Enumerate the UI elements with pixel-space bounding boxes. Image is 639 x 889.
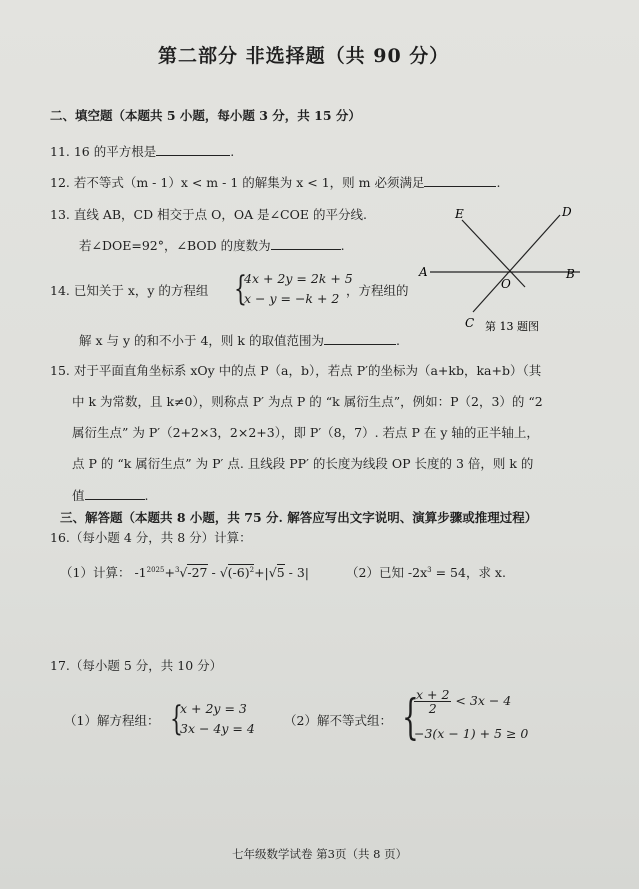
- question-12: [50, 174, 500, 191]
- question-11: [50, 143, 234, 160]
- q17-ineq-1-rhs: < 3x − 4: [455, 693, 512, 708]
- q16-part2-end: = 54，求 x.: [431, 565, 506, 581]
- question-15-line1: 15. 对于平面直角坐标系 xOy 中的点 P（a，b），若点 P′的坐标为（a+kb，ka+b）（其: [50, 363, 542, 378]
- q16-part2-exponent: 3: [427, 566, 432, 574]
- question-15-line2: 中 k 为常数，且 k≠0），则称点 P′ 为点 P 的 “k 属衍生点”，例如：P（2，3）的 “2: [72, 394, 543, 409]
- q16-term-a: -1: [134, 565, 147, 581]
- question-16-part1: [60, 562, 309, 581]
- question-14-pre: 14. 已知关于 x，y 的方程组: [50, 283, 209, 298]
- q17-ineq-1: [414, 688, 511, 715]
- question-16-part2: [346, 562, 506, 581]
- sqrt-icon-2: √: [268, 565, 277, 581]
- question-17-system: [170, 699, 280, 739]
- point-e-label: E: [455, 207, 464, 221]
- answer-blank-13[interactable]: [271, 237, 341, 250]
- q16-exponent: 2025: [146, 566, 165, 574]
- fraction: [414, 688, 451, 715]
- point-a-label: A: [419, 265, 428, 279]
- question-13-line1: 13. 直线 AB，CD 相交于点 O，OA 是∠COE 的平分线.: [50, 207, 367, 222]
- question-15-end: .: [144, 488, 149, 503]
- line-cd: [473, 215, 560, 312]
- q16-minus: -: [207, 565, 220, 581]
- q14-equation-1: 4x + 2y = 2k + 5: [244, 271, 353, 286]
- q16-cbrt-index: 3: [174, 566, 180, 574]
- q16-plus: +: [164, 565, 175, 581]
- brace-icon-2: {: [170, 699, 183, 739]
- part-title: 第二部分 非选择题（共 90 分）: [158, 45, 450, 67]
- question-17-part2-label: （2）解不等式组：: [284, 713, 392, 728]
- cube-root-icon: √: [179, 565, 188, 581]
- question-15-line3: 属衍生点” 为 P′（2+2×3，2×2+3），即 P′（8，7）. 若点 P 在 y 轴的正半轴上，: [72, 425, 539, 440]
- point-c-label: C: [465, 316, 475, 330]
- question-17-inequality-system: [402, 687, 529, 748]
- question-16-head: 16.（每小题 4 分，共 8 分）计算：: [50, 530, 252, 545]
- figure-13-caption: 第 13 题图: [485, 320, 539, 333]
- question-13-end: .: [340, 238, 345, 253]
- point-b-label: B: [566, 267, 575, 281]
- q14-equation-2: x − y = −k + 2: [244, 291, 340, 306]
- fraction-numerator: x + 2: [416, 687, 450, 702]
- q16-abs-radicand: 5: [276, 565, 285, 581]
- question-14-line2: [79, 332, 400, 349]
- question-11-end: .: [230, 144, 235, 159]
- sqrt-icon: √: [219, 565, 228, 581]
- q16-abs-close: - 3|: [284, 565, 310, 581]
- question-12-end: .: [496, 175, 501, 190]
- answer-blank-11[interactable]: [156, 143, 230, 156]
- question-13-text: 若∠DOE=92°，∠BOD 的度数为: [79, 238, 271, 253]
- question-17-head: 17.（每小题 5 分，共 10 分）: [50, 658, 223, 673]
- point-d-label: D: [562, 205, 572, 219]
- q17-equation-2: 3x − 4y = 4: [180, 721, 255, 736]
- q17-ineq-2: −3(x − 1) + 5 ≥ 0: [414, 726, 529, 741]
- question-15-line5: [72, 487, 149, 504]
- brace-icon: {: [234, 269, 247, 309]
- question-14-system: [234, 269, 353, 309]
- answer-blank-12[interactable]: [424, 174, 496, 187]
- q16-abs-open: +|: [254, 565, 269, 581]
- question-14-text: 解 x 与 y 的和不小于 4，则 k 的取值范围为: [79, 333, 324, 348]
- question-11-text: 11. 16 的平方根是: [50, 144, 157, 159]
- q16-part1-label: （1）计算：: [60, 565, 131, 581]
- figure-13-diagram: [415, 200, 590, 335]
- q16-cbrt-radicand: -27: [187, 565, 208, 581]
- q16-sqrt-radicand: (-6): [227, 565, 250, 581]
- q16-sqrt-exponent: 2: [249, 566, 255, 574]
- q16-part2-text: （2）已知 -2x: [346, 565, 428, 581]
- q17-equation-1: x + 2y = 3: [180, 701, 247, 716]
- fraction-denominator: 2: [428, 701, 437, 716]
- section-answer-title: 三、解答题（本题共 8 小题，共 75 分. 解答应写出文字说明、演算步骤或推理过程）: [60, 510, 538, 525]
- brace-icon-3: {: [402, 689, 419, 745]
- question-13-line2: [79, 237, 345, 254]
- question-15-text: 值: [72, 488, 85, 503]
- point-o-label: O: [501, 277, 511, 291]
- question-12-text: 12. 若不等式（m - 1）x < m - 1 的解集为 x < 1，则 m 必须满足: [50, 175, 425, 190]
- question-14-end: .: [395, 333, 400, 348]
- question-17-part1-label: （1）解方程组：: [64, 713, 160, 728]
- ray-oe: [462, 220, 525, 287]
- answer-blank-14[interactable]: [324, 332, 396, 345]
- question-14-post: ，方程组的: [346, 283, 409, 298]
- page-footer: 七年级数学试卷 第3页（共 8 页）: [232, 847, 408, 861]
- section-fill-in-title: 二、填空题（本题共 5 小题，每小题 3 分，共 15 分）: [50, 108, 361, 123]
- answer-blank-15[interactable]: [85, 487, 145, 500]
- question-15-line4: 点 P 的 “k 属衍生点” 为 P′ 点. 且线段 PP′ 的长度为线段 OP 长度的 3 倍，则 k 的: [72, 456, 534, 471]
